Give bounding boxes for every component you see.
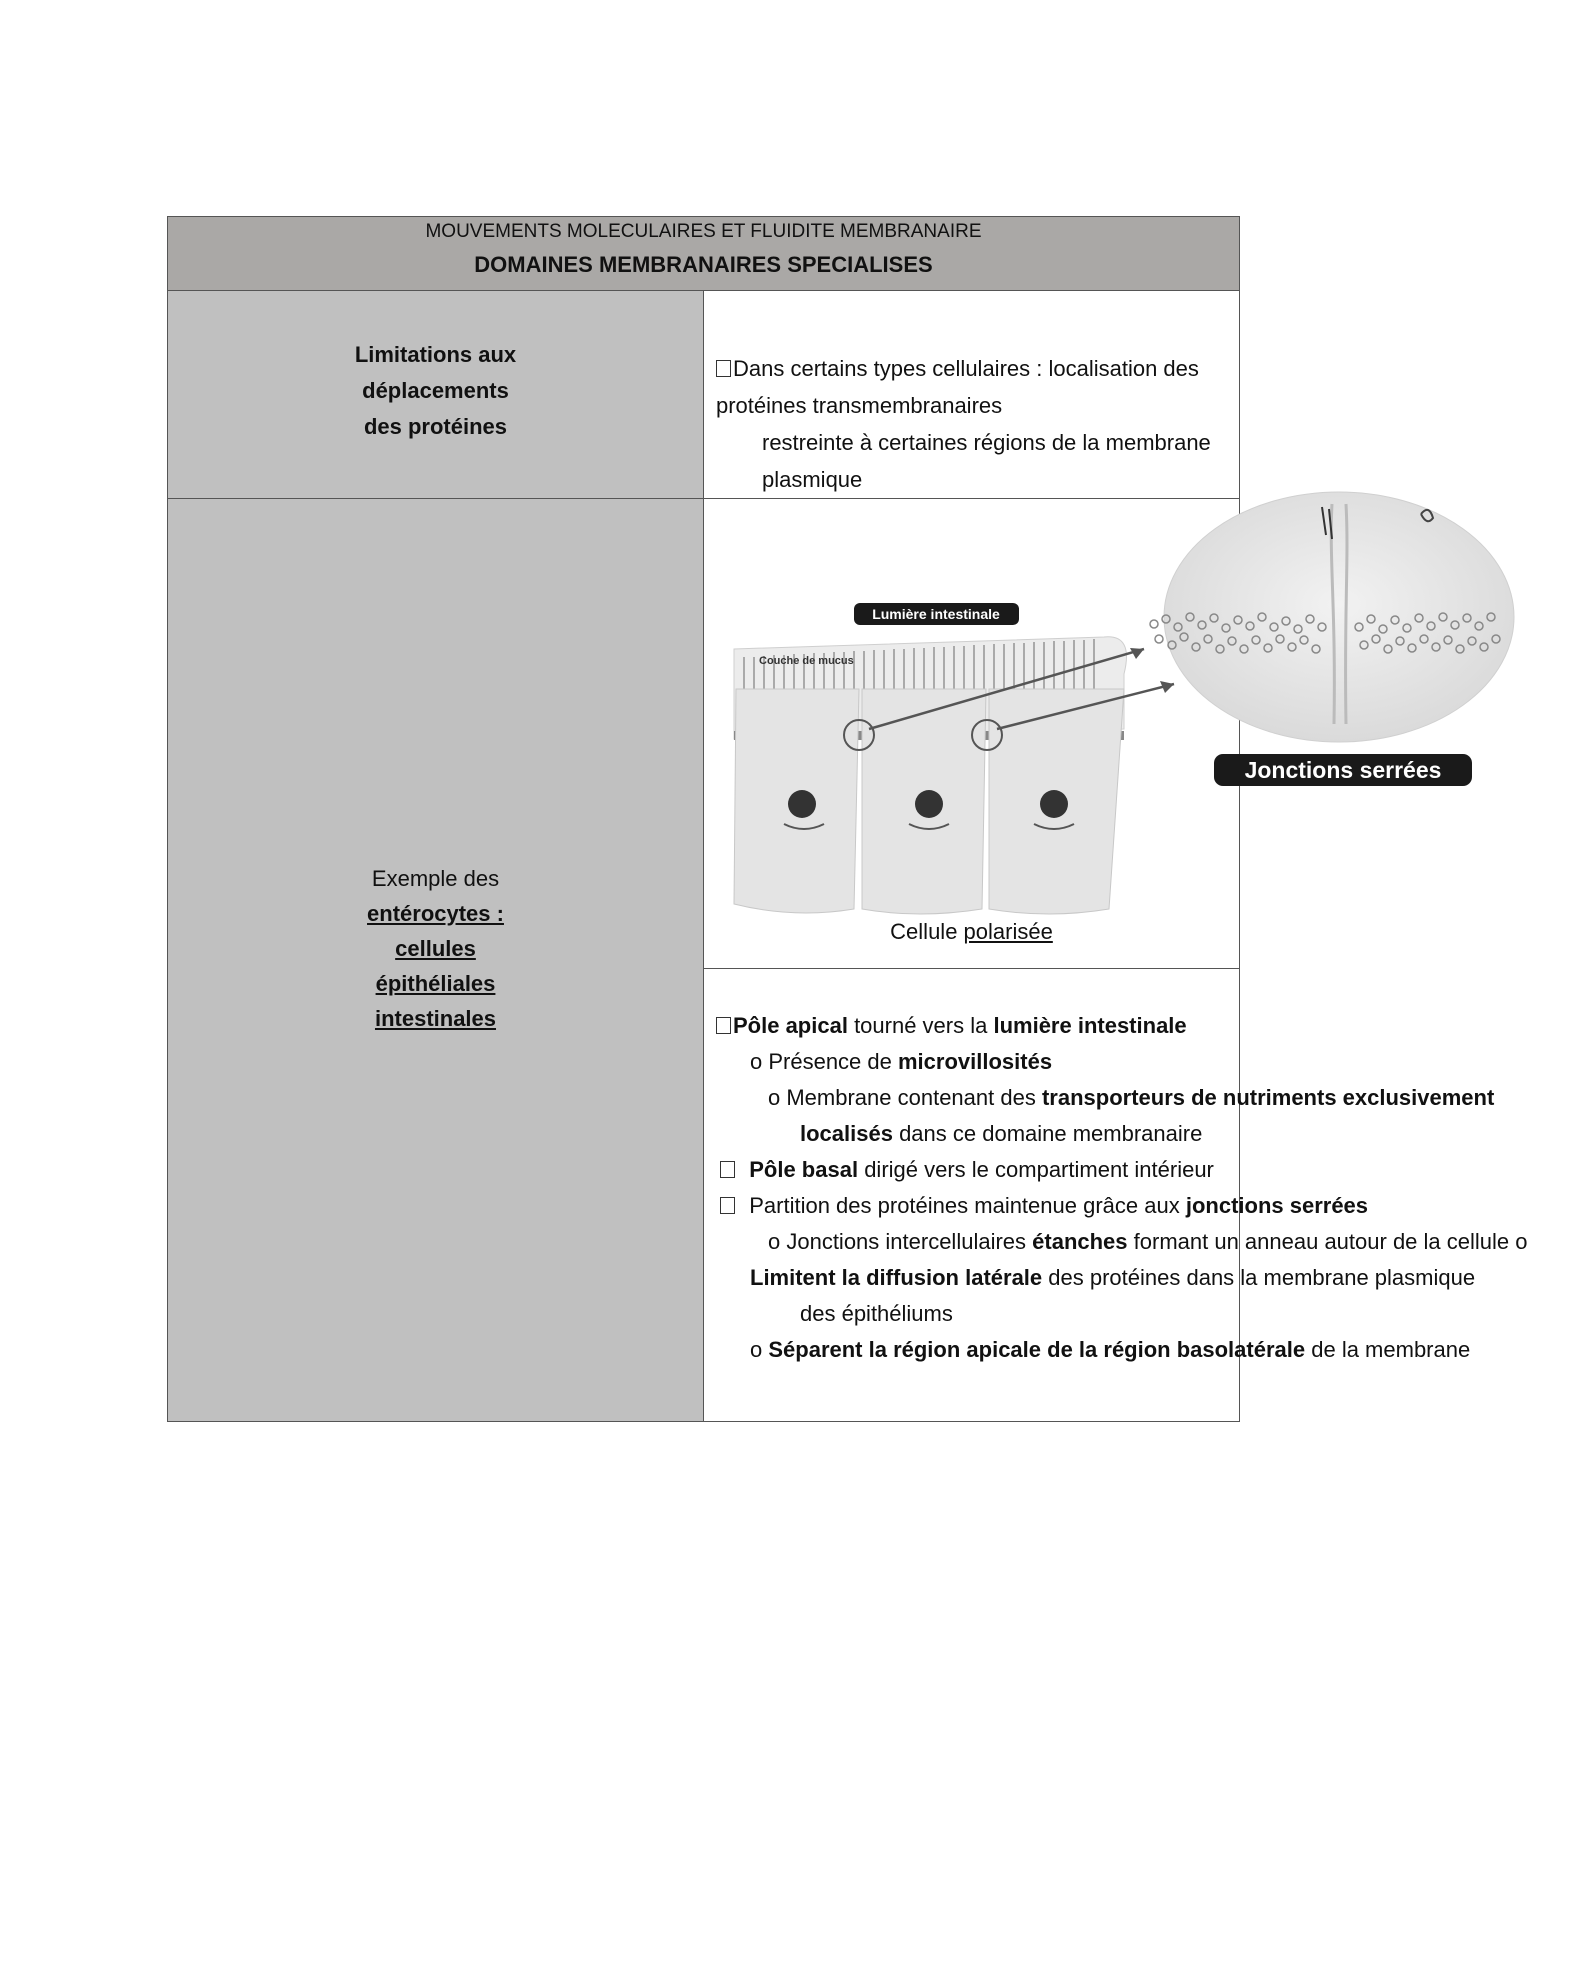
lumen-label: Lumière intestinale — [872, 606, 1000, 622]
zoom-membrane-right — [1346, 504, 1347, 724]
sub-bullet-continuation: localisés dans ce domaine membranaire — [800, 1121, 1203, 1146]
document-sheet — [167, 216, 1528, 1422]
zoom-oval — [1164, 492, 1514, 742]
checkbox-bullet-icon — [716, 360, 731, 377]
checkbox-bullet-icon — [716, 1017, 731, 1034]
nucleus-icon — [1040, 790, 1068, 818]
label-line: déplacements — [362, 378, 509, 403]
label-line: épithéliales — [375, 971, 496, 996]
row-content-enterocytes — [704, 969, 1528, 1422]
bullet-line: Pôle basal dirigé vers le compartiment intérieur — [716, 1152, 1239, 1188]
row-label-enterocytes — [168, 499, 704, 1422]
figure-cell — [704, 499, 1442, 969]
bullet-line: Pôle apical tourné vers la lumière intestinale — [716, 1008, 1239, 1044]
label-line: intestinales — [374, 1006, 497, 1031]
sub-bullet-continuation: des épithéliums — [800, 1301, 953, 1326]
mucus-label: Couche de mucus — [759, 655, 854, 667]
row-label-limitations — [168, 291, 704, 499]
enterocyte-figure — [704, 499, 1577, 929]
row-content-limitations — [704, 291, 1240, 499]
checkbox-bullet-icon — [720, 1161, 735, 1178]
sub-bullet: o Membrane contenant des transporteurs de nutriments exclusivement — [768, 1085, 1495, 1110]
sub-bullet: o Séparent la région apicale de la région basolatérale de la membrane — [750, 1337, 1471, 1362]
bullet-continuation: restreinte à certaines régions de la membrane plasmique — [762, 430, 1211, 492]
checkbox-bullet-icon — [720, 1197, 735, 1214]
figure-caption: Cellule polarisée — [890, 919, 1053, 944]
bullet-line: Partition des protéines maintenue grâce aux jonctions serrées — [716, 1188, 1239, 1224]
junctions-label: Jonctions serrées — [1244, 757, 1442, 783]
table-header — [168, 217, 1240, 291]
membrane-domains-table — [167, 216, 1528, 1422]
nucleus-icon — [915, 790, 943, 818]
label-line: entérocytes : — [367, 901, 504, 926]
label-line: Exemple des — [371, 866, 500, 891]
header-title: DOMAINES MEMBRANAIRES SPECIALISES — [474, 252, 933, 277]
sub-bullet: o Présence de microvillosités — [750, 1049, 1053, 1074]
label-line: Limitations aux — [354, 342, 517, 367]
sub-bullet: Limitent la diffusion latérale des protéines dans la membrane plasmique — [750, 1265, 1476, 1290]
header-subtitle: MOUVEMENTS MOLECULAIRES ET FLUIDITE MEMBRANAIRE — [425, 221, 982, 242]
label-line: cellules — [395, 936, 476, 961]
nucleus-icon — [788, 790, 816, 818]
bullet-line: Dans certains types cellulaires : localisation des protéines transmembranaires — [716, 356, 1199, 418]
sub-bullet: o Jonctions intercellulaires étanches formant un anneau autour de la cellule o — [768, 1229, 1528, 1254]
label-line: des protéines — [363, 414, 508, 439]
